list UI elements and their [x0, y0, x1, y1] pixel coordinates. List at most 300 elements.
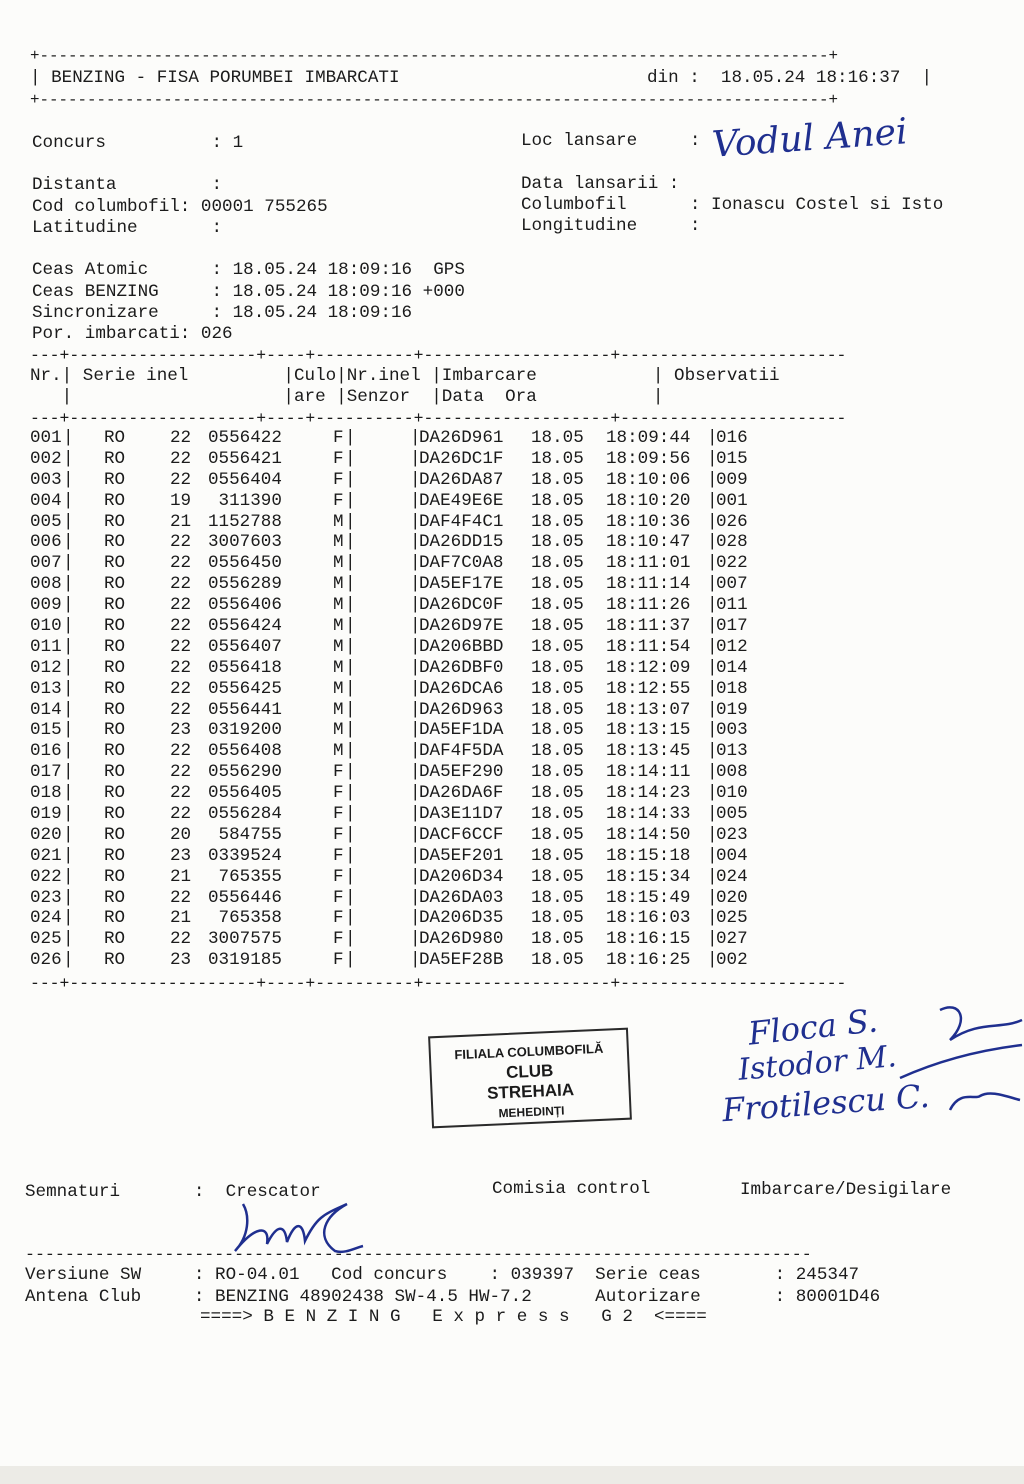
semnaturi-label: Semnaturi : Crescator [25, 1182, 321, 1202]
cell-an: 22 [170, 657, 192, 678]
cell-ora: 18:10:36 [606, 511, 691, 532]
imbarcare-desigilare-label: Imbarcare/Desigilare [740, 1180, 952, 1200]
cell-inel: 0556289 [208, 574, 282, 595]
column-divider: | [63, 866, 74, 887]
column-divider: | [63, 678, 74, 699]
column-divider: | [707, 908, 718, 929]
cell-sex: F [333, 866, 344, 887]
cell-an: 22 [170, 783, 192, 804]
cell-inel: 765358 [208, 908, 282, 929]
cell-an: 22 [170, 553, 192, 574]
column-divider: | [410, 866, 421, 887]
latitudine-field: Latitudine : [32, 218, 223, 238]
cell-inel: 0556405 [208, 783, 282, 804]
column-divider: | [410, 469, 421, 490]
cell-data: 18.05 [531, 929, 584, 950]
cell-ora: 18:11:54 [606, 636, 691, 657]
column-divider: | [345, 678, 356, 699]
cell-obs: 015 [716, 448, 748, 469]
cell-nr: 014 [30, 699, 62, 720]
column-divider: | [410, 657, 421, 678]
column-divider: | [345, 428, 356, 448]
column-divider: | [410, 720, 421, 741]
cell-data: 18.05 [531, 908, 584, 929]
cell-obs: 004 [716, 845, 748, 866]
cell-tara: RO [104, 887, 126, 908]
column-divider: | [410, 762, 421, 783]
column-divider: | [63, 532, 74, 553]
cell-ora: 18:13:07 [606, 699, 691, 720]
cell-sex: M [333, 741, 344, 762]
distanta-field: Distanta : [32, 175, 223, 195]
cell-senzor: DA26DA03 [419, 887, 504, 908]
cell-obs: 011 [716, 595, 748, 616]
cell-ora: 18:14:50 [606, 824, 691, 845]
header-border-top: +-----------------------------------------------------------------------------------+ [30, 47, 838, 65]
cell-an: 22 [170, 636, 192, 657]
cell-obs: 013 [716, 741, 748, 762]
column-divider: | [63, 824, 74, 845]
cell-sex: M [333, 678, 344, 699]
column-divider: | [345, 741, 356, 762]
cell-tara: RO [104, 783, 126, 804]
cell-sex: F [333, 428, 344, 448]
column-divider: | [345, 553, 356, 574]
cell-sex: M [333, 657, 344, 678]
cell-data: 18.05 [531, 490, 584, 511]
cell-an: 22 [170, 595, 192, 616]
cell-sex: M [333, 574, 344, 595]
cell-data: 18.05 [531, 762, 584, 783]
cell-ora: 18:13:15 [606, 720, 691, 741]
cell-inel: 0556450 [208, 553, 282, 574]
cell-obs: 002 [716, 950, 748, 971]
cell-obs: 023 [716, 824, 748, 845]
column-divider: | [345, 657, 356, 678]
data-lansarii-field: Data lansarii : [521, 174, 680, 194]
column-divider: | [410, 490, 421, 511]
column-divider: | [410, 929, 421, 950]
cell-senzor: DA26DC0F [419, 595, 504, 616]
column-divider: | [345, 532, 356, 553]
cell-tara: RO [104, 428, 126, 448]
cell-ora: 18:16:25 [606, 950, 691, 971]
signature-strokes [880, 1000, 1024, 1120]
column-divider: | [63, 929, 74, 950]
cell-sex: F [333, 762, 344, 783]
cell-an: 22 [170, 741, 192, 762]
column-divider: | [707, 824, 718, 845]
column-divider: | [63, 574, 74, 595]
cell-tara: RO [104, 553, 126, 574]
column-divider: | [345, 950, 356, 971]
cell-obs: 005 [716, 804, 748, 825]
comisia-control-label: Comisia control [492, 1179, 651, 1199]
cell-sex: M [333, 511, 344, 532]
column-divider: | [345, 845, 356, 866]
column-divider: | [410, 616, 421, 637]
cell-tara: RO [104, 866, 126, 887]
cell-ora: 18:10:47 [606, 532, 691, 553]
cell-an: 22 [170, 574, 192, 595]
column-divider: | [63, 950, 74, 971]
column-divider: | [707, 490, 718, 511]
cell-data: 18.05 [531, 699, 584, 720]
cell-nr: 015 [30, 720, 62, 741]
cell-an: 22 [170, 469, 192, 490]
column-divider: | [345, 595, 356, 616]
cell-obs: 027 [716, 929, 748, 950]
cell-obs: 009 [716, 469, 748, 490]
column-divider: | [345, 929, 356, 950]
cell-obs: 003 [716, 720, 748, 741]
cell-nr: 010 [30, 616, 62, 637]
column-divider: | [410, 887, 421, 908]
cell-inel: 0556290 [208, 762, 282, 783]
cell-tara: RO [104, 595, 126, 616]
cell-an: 22 [170, 532, 192, 553]
cell-data: 18.05 [531, 532, 584, 553]
column-divider: | [345, 824, 356, 845]
cell-senzor: DAF7C0A8 [419, 553, 504, 574]
cell-tara: RO [104, 845, 126, 866]
cell-tara: RO [104, 448, 126, 469]
cell-ora: 18:14:33 [606, 804, 691, 825]
column-divider: | [63, 699, 74, 720]
cell-inel: 0556406 [208, 595, 282, 616]
cod-columbofil-field: Cod columbofil: 00001 755265 [32, 197, 328, 217]
column-divider: | [410, 783, 421, 804]
cell-senzor: DA206D34 [419, 866, 504, 887]
cell-an: 22 [170, 699, 192, 720]
scan-edge [0, 1466, 1024, 1484]
column-divider: | [410, 845, 421, 866]
column-divider: | [707, 532, 718, 553]
cell-obs: 024 [716, 866, 748, 887]
cell-nr: 026 [30, 950, 62, 971]
cell-nr: 008 [30, 574, 62, 595]
cell-obs: 025 [716, 908, 748, 929]
column-divider: | [345, 908, 356, 929]
cell-ora: 18:10:06 [606, 469, 691, 490]
column-divider: | [345, 636, 356, 657]
column-divider: | [63, 553, 74, 574]
cell-data: 18.05 [531, 553, 584, 574]
cell-an: 21 [170, 866, 192, 887]
cell-tara: RO [104, 511, 126, 532]
ceas-benzing-field: Ceas BENZING : 18.05.24 18:09:16 +000 [32, 282, 465, 302]
column-divider: | [410, 741, 421, 762]
cell-senzor: DA5EF17E [419, 574, 504, 595]
cell-ora: 18:10:20 [606, 490, 691, 511]
cell-tara: RO [104, 824, 126, 845]
column-divider: | [345, 720, 356, 741]
column-divider: | [63, 887, 74, 908]
cell-nr: 016 [30, 741, 62, 762]
column-divider: | [707, 616, 718, 637]
cell-inel: 311390 [208, 490, 282, 511]
cell-tara: RO [104, 908, 126, 929]
cell-sex: M [333, 553, 344, 574]
table-header-row-2: | |are |Senzor |Data Ora | [30, 387, 664, 407]
column-divider: | [63, 783, 74, 804]
stamp-line-3: STREHAIA [486, 1080, 575, 1103]
column-divider: | [63, 804, 74, 825]
cell-inel: 0556408 [208, 741, 282, 762]
cell-senzor: DA5EF290 [419, 762, 504, 783]
cell-an: 22 [170, 448, 192, 469]
column-divider: | [410, 950, 421, 971]
column-divider: | [63, 845, 74, 866]
column-divider: | [707, 950, 718, 971]
cell-obs: 001 [716, 490, 748, 511]
cell-ora: 18:11:26 [606, 595, 691, 616]
cell-tara: RO [104, 636, 126, 657]
cell-sex: M [333, 636, 344, 657]
cell-tara: RO [104, 929, 126, 950]
cell-tara: RO [104, 657, 126, 678]
cell-senzor: DAF4F4C1 [419, 511, 504, 532]
cell-sex: F [333, 887, 344, 908]
cell-senzor: DACF6CCF [419, 824, 504, 845]
column-divider: | [345, 511, 356, 532]
column-divider: | [410, 428, 421, 448]
cell-data: 18.05 [531, 824, 584, 845]
column-divider: | [410, 804, 421, 825]
cell-an: 22 [170, 428, 192, 448]
column-divider: | [410, 532, 421, 553]
cell-inel: 0556284 [208, 804, 282, 825]
cell-an: 22 [170, 929, 192, 950]
cell-nr: 024 [30, 908, 62, 929]
cell-senzor: DA26DD15 [419, 532, 504, 553]
cell-tara: RO [104, 699, 126, 720]
cell-data: 18.05 [531, 804, 584, 825]
column-divider: | [707, 657, 718, 678]
stamp-line-2: CLUB [505, 1060, 554, 1083]
cell-senzor: DA26DA87 [419, 469, 504, 490]
column-divider: | [63, 428, 74, 448]
longitudine-field: Longitudine : [521, 216, 701, 236]
cell-ora: 18:16:15 [606, 929, 691, 950]
cell-data: 18.05 [531, 887, 584, 908]
cell-obs: 018 [716, 678, 748, 699]
cell-data: 18.05 [531, 448, 584, 469]
column-divider: | [63, 595, 74, 616]
cell-tara: RO [104, 574, 126, 595]
cell-sex: F [333, 908, 344, 929]
cell-nr: 019 [30, 804, 62, 825]
cell-nr: 007 [30, 553, 62, 574]
column-divider: | [707, 887, 718, 908]
column-divider: | [410, 595, 421, 616]
column-divider: | [345, 804, 356, 825]
cell-inel: 0319185 [208, 950, 282, 971]
cell-senzor: DA206BBD [419, 636, 504, 657]
column-divider: | [707, 636, 718, 657]
column-divider: | [63, 720, 74, 741]
cell-data: 18.05 [531, 657, 584, 678]
cell-data: 18.05 [531, 950, 584, 971]
cell-sex: M [333, 595, 344, 616]
cell-sex: F [333, 950, 344, 971]
cell-inel: 765355 [208, 866, 282, 887]
cell-an: 22 [170, 616, 192, 637]
footer-separator: ------------------------------------------------------------------------------- [25, 1245, 812, 1264]
column-divider: | [63, 636, 74, 657]
cell-obs: 016 [716, 428, 748, 448]
columbofil-field: Columbofil : Ionascu Costel si Isto [521, 195, 944, 215]
cell-ora: 18:11:14 [606, 574, 691, 595]
header-title: | BENZING - FISA PORUMBEI IMBARCATI [30, 68, 400, 88]
column-divider: | [345, 866, 356, 887]
cell-sex: F [333, 845, 344, 866]
column-divider: | [345, 783, 356, 804]
cell-ora: 18:14:23 [606, 783, 691, 804]
concurs-field: Concurs : 1 [32, 133, 244, 153]
cell-an: 23 [170, 720, 192, 741]
column-divider: | [410, 574, 421, 595]
column-divider: | [707, 511, 718, 532]
column-divider: | [707, 866, 718, 887]
column-divider: | [707, 762, 718, 783]
cell-tara: RO [104, 469, 126, 490]
table-separator-bottom: ---+-------------------+----+----------+-------------------+----------------------- [30, 974, 847, 993]
column-divider: | [707, 448, 718, 469]
cell-obs: 019 [716, 699, 748, 720]
column-divider: | [345, 448, 356, 469]
column-divider: | [63, 511, 74, 532]
cell-sex: M [333, 532, 344, 553]
cell-sex: M [333, 699, 344, 720]
column-divider: | [707, 741, 718, 762]
cell-tara: RO [104, 741, 126, 762]
cell-inel: 0556407 [208, 636, 282, 657]
column-divider: | [345, 887, 356, 908]
antena-club-line: Antena Club : BENZING 48902438 SW-4.5 HW-7.2 Autorizare : 80001D46 [25, 1287, 881, 1307]
table-separator-top: ---+-------------------+----+----------+-------------------+----------------------- [30, 346, 847, 365]
loc-lansare-field: Loc lansare : [521, 131, 701, 151]
cell-sex: F [333, 448, 344, 469]
cell-data: 18.05 [531, 428, 584, 448]
cell-ora: 18:15:49 [606, 887, 691, 908]
cell-data: 18.05 [531, 741, 584, 762]
cell-inel: 0556421 [208, 448, 282, 469]
cell-ora: 18:13:45 [606, 741, 691, 762]
cell-data: 18.05 [531, 616, 584, 637]
column-divider: | [410, 511, 421, 532]
cell-senzor: DA3E11D7 [419, 804, 504, 825]
cell-sex: M [333, 616, 344, 637]
cell-inel: 3007575 [208, 929, 282, 950]
column-divider: | [345, 762, 356, 783]
cell-nr: 022 [30, 866, 62, 887]
cell-senzor: DA5EF28B [419, 950, 504, 971]
cell-an: 21 [170, 511, 192, 532]
cell-ora: 18:12:09 [606, 657, 691, 678]
cell-sex: F [333, 490, 344, 511]
column-divider: | [707, 929, 718, 950]
cell-nr: 013 [30, 678, 62, 699]
column-divider: | [63, 741, 74, 762]
cell-nr: 012 [30, 657, 62, 678]
cell-ora: 18:15:34 [606, 866, 691, 887]
benzing-express-line: ====> B E N Z I N G E x p r e s s G 2 <==== [200, 1307, 707, 1327]
header-date: din : 18.05.24 18:16:37 | [647, 68, 933, 88]
signature-3: Frotilescu C. [720, 1076, 931, 1130]
cell-inel: 0319200 [208, 720, 282, 741]
cell-inel: 0339524 [208, 845, 282, 866]
stamp-line-1: FILIALA COLUMBOFILĂ [454, 1040, 604, 1063]
cell-obs: 014 [716, 657, 748, 678]
cell-an: 20 [170, 824, 192, 845]
column-divider: | [410, 678, 421, 699]
column-divider: | [345, 469, 356, 490]
column-divider: | [410, 824, 421, 845]
cell-an: 22 [170, 678, 192, 699]
cell-inel: 0556422 [208, 428, 282, 448]
cell-senzor: DA5EF1DA [419, 720, 504, 741]
column-divider: | [707, 574, 718, 595]
cell-tara: RO [104, 804, 126, 825]
cell-tara: RO [104, 950, 126, 971]
cell-obs: 020 [716, 887, 748, 908]
cell-senzor: DA26D963 [419, 699, 504, 720]
signature-2: Istodor M. [736, 1039, 898, 1088]
column-divider: | [410, 699, 421, 720]
cell-obs: 026 [716, 511, 748, 532]
cell-obs: 008 [716, 762, 748, 783]
cell-ora: 18:09:44 [606, 428, 691, 448]
column-divider: | [63, 616, 74, 637]
cell-an: 22 [170, 804, 192, 825]
cell-inel: 0556425 [208, 678, 282, 699]
cell-sex: F [333, 824, 344, 845]
club-stamp [428, 1028, 632, 1129]
ceas-atomic-field: Ceas Atomic : 18.05.24 18:09:16 GPS [32, 260, 465, 280]
cell-nr: 025 [30, 929, 62, 950]
cell-data: 18.05 [531, 783, 584, 804]
column-divider: | [410, 448, 421, 469]
por-imbarcati-field: Por. imbarcati: 026 [32, 324, 233, 344]
table-separator-mid: ---+-------------------+----+----------+-------------------+----------------------- [30, 409, 847, 428]
cell-obs: 017 [716, 616, 748, 637]
cell-ora: 18:14:11 [606, 762, 691, 783]
cell-obs: 010 [716, 783, 748, 804]
cell-nr: 003 [30, 469, 62, 490]
cell-obs: 022 [716, 553, 748, 574]
cell-tara: RO [104, 762, 126, 783]
cell-tara: RO [104, 720, 126, 741]
cell-an: 22 [170, 887, 192, 908]
loc-lansare-handwritten: Vodul Anei [710, 111, 909, 166]
cell-senzor: DA26DBF0 [419, 657, 504, 678]
header-border-bottom: +-----------------------------------------------------------------------------------+ [30, 91, 838, 109]
cell-sex: F [333, 469, 344, 490]
cell-an: 23 [170, 845, 192, 866]
cell-inel: 0556441 [208, 699, 282, 720]
cell-data: 18.05 [531, 574, 584, 595]
cell-ora: 18:12:55 [606, 678, 691, 699]
column-divider: | [63, 657, 74, 678]
cell-data: 18.05 [531, 469, 584, 490]
column-divider: | [345, 490, 356, 511]
stamp-line-4: MEHEDINȚI [498, 1103, 565, 1121]
column-divider: | [63, 448, 74, 469]
cell-tara: RO [104, 678, 126, 699]
column-divider: | [707, 428, 718, 448]
cell-nr: 023 [30, 887, 62, 908]
